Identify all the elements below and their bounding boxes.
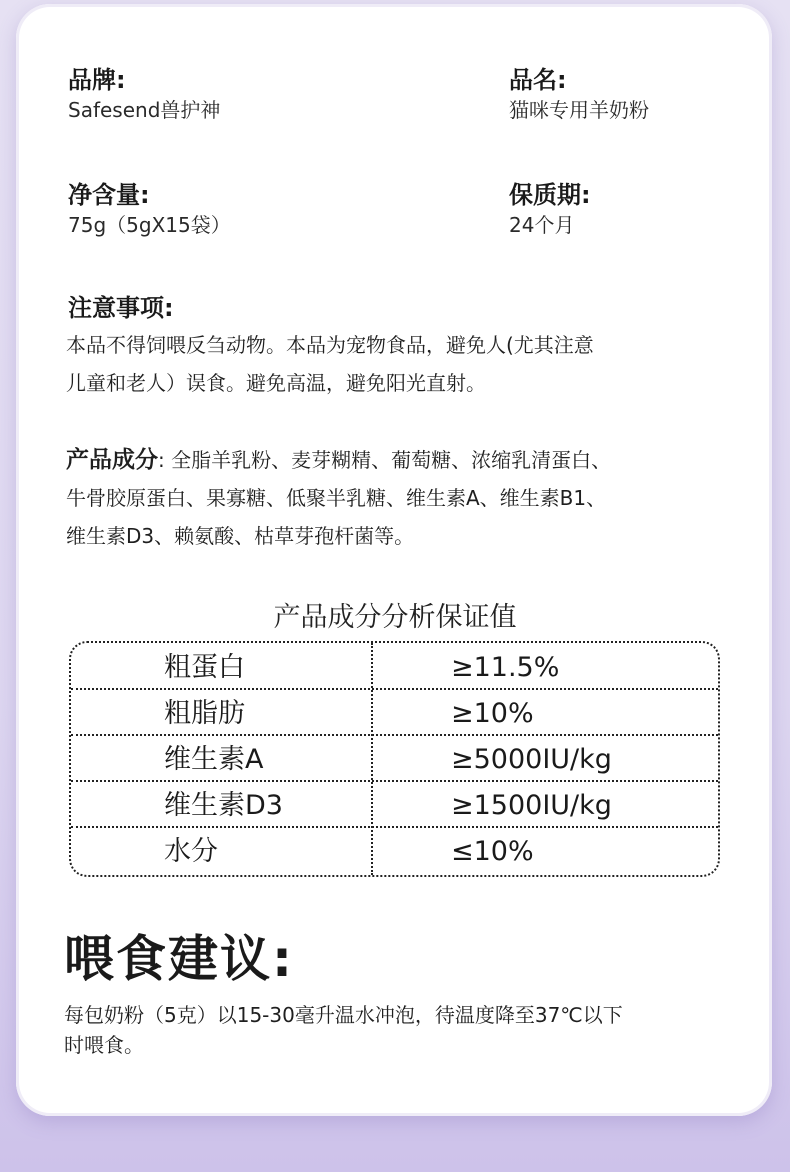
table-cell-item: 维生素D3 [164, 790, 283, 821]
table-cell-item: 水分 [164, 836, 218, 867]
notes-label: 注意事项: [68, 294, 174, 322]
ingredients-text [66, 441, 736, 555]
table-cell-value: ≥5000IU/kg [451, 744, 612, 775]
shelf-life-label: 保质期: [509, 181, 591, 209]
table-row [71, 827, 718, 873]
feeding-text [64, 1000, 734, 1060]
feeding-title: 喂食建议: [64, 930, 294, 988]
ingredients-list-start: : 全脂羊乳粉、麦芽糊精、葡萄糖、浓缩乳清蛋白、 [158, 448, 612, 472]
table-cell-item: 维生素A [164, 744, 264, 775]
table-cell-value: ≥10% [451, 698, 534, 729]
table-cell-value: ≥11.5% [451, 652, 560, 683]
feeding-line-2: 时喂食。 [64, 1033, 144, 1057]
analysis-table-title: 产品成分分析保证值 [273, 602, 517, 633]
ingredients-label: 产品成分 [66, 447, 158, 473]
product-name-label: 品名: [509, 66, 567, 94]
table-cell-value: ≥1500IU/kg [451, 790, 612, 821]
ingredients-line-3: 维生素D3、赖氨酸、枯草芽孢杆菌等。 [66, 524, 415, 548]
net-content-label: 净含量: [68, 181, 150, 209]
notes-line-2: 儿童和老人）误食。避免高温，避免阳光直射。 [66, 371, 486, 395]
table-row [71, 781, 718, 827]
net-content-value: 75g（5gX15袋） [68, 213, 231, 237]
feeding-line-1: 每包奶粉（5克）以15-30毫升温水冲泡，待温度降至37℃以下 [64, 1003, 623, 1027]
table-row [71, 689, 718, 735]
product-name-value: 猫咪专用羊奶粉 [509, 98, 649, 122]
shelf-life-value: 24个月 [509, 213, 575, 237]
brand-label: 品牌: [68, 66, 126, 94]
ingredients-line-1 [66, 441, 736, 479]
table-cell-item: 粗脂肪 [164, 698, 245, 729]
brand-value: Safesend兽护神 [68, 98, 221, 122]
analysis-table [69, 641, 720, 877]
ingredients-line-2: 牛骨胶原蛋白、果寡糖、低聚半乳糖、维生素A、维生素B1、 [66, 486, 607, 510]
notes-line-1: 本品不得饲喂反刍动物。本品为宠物食品，避免人(尤其注意 [66, 333, 594, 357]
table-cell-value: ≤10% [451, 836, 534, 867]
notes-text [66, 326, 736, 402]
table-row [71, 735, 718, 781]
table-row [71, 643, 718, 689]
table-cell-item: 粗蛋白 [164, 652, 245, 683]
